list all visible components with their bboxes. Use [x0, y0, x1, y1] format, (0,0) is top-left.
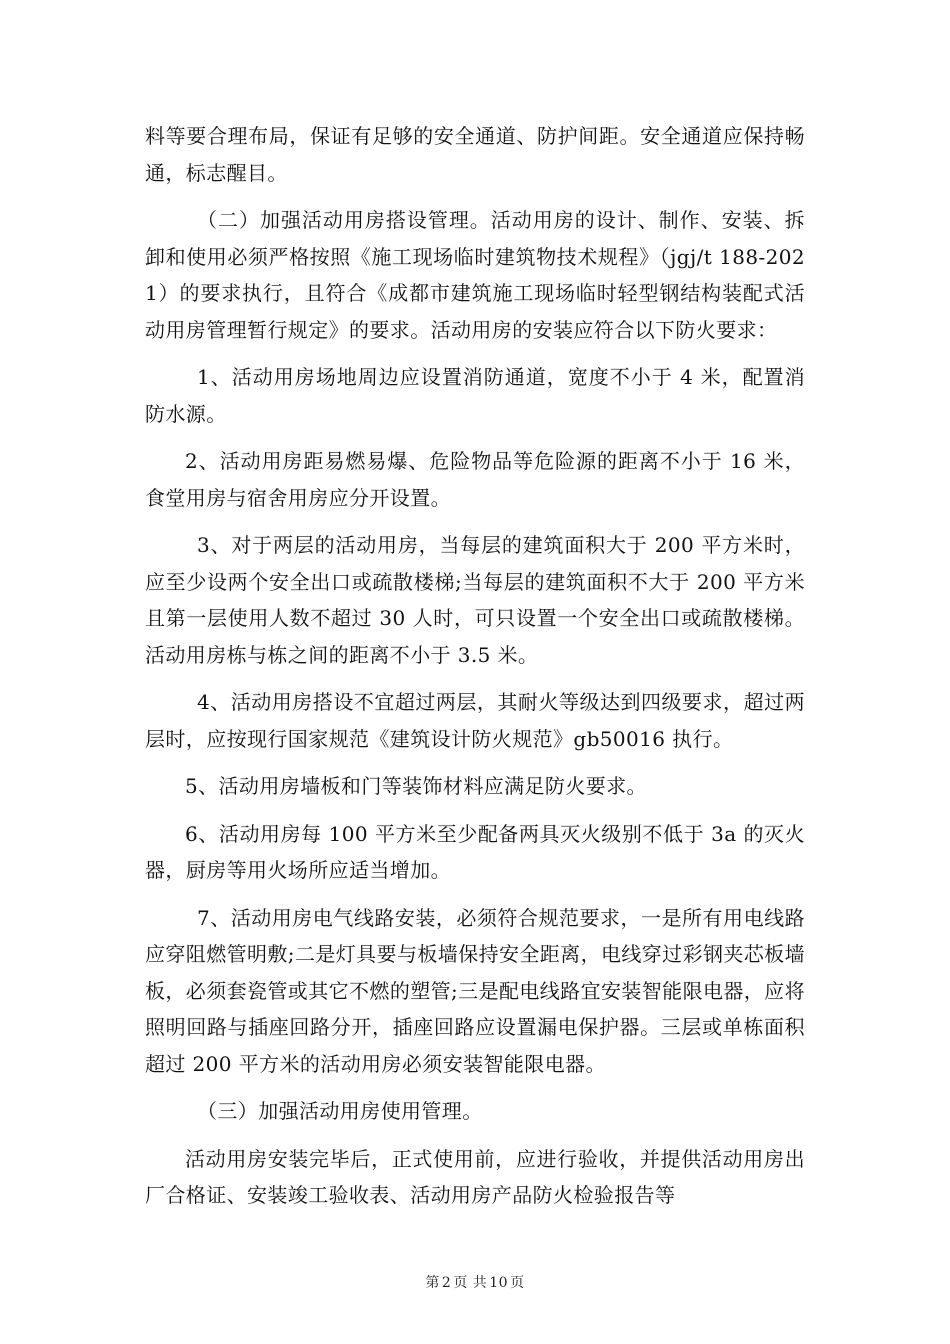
- paragraph-section-3: （三）加强活动用房使用管理。: [197, 1099, 483, 1123]
- body-text: [145, 118, 805, 1214]
- footer-middle: 页 共: [453, 1275, 488, 1291]
- paragraph-item-2: 2、活动用房距易燃易爆、危险物品等危险源的距离不小于 16 米，食堂用房与宿舍用房应分开设置。: [145, 449, 805, 510]
- paragraph-item-5: 5、活动用房墙板和门等装饰材料应满足防火要求。: [185, 774, 647, 798]
- footer-current-page: 2: [441, 1275, 452, 1291]
- footer-total-pages: 10: [489, 1275, 509, 1291]
- paragraph-item-6: 6、活动用房每 100 平方米至少配备两具灭火级别不低于 3a 的灭火器，厨房等用火场所应适当增加。: [145, 821, 805, 882]
- paragraph-item-4: 4、活动用房搭设不宜超过两层，其耐火等级达到四级要求，超过两层时，应按现行国家规范《建筑设计防火规范》gb50016 执行。: [145, 690, 805, 751]
- paragraph-item-1: 1、活动用房场地周边应设置消防通道，宽度不小于 4 米，配置消防水源。: [145, 365, 805, 426]
- paragraph-section-2: （二）加强活动用房搭设管理。活动用房的设计、制作、安装、拆卸和使用必须严格按照《施工现场临时建筑物技术规程》（jgj/t 188-2021）的要求执行，且符合《成都市建筑施工现场临时轻型钢结构装配式活动用房管理暂行规定》的要求。活动用房的安装应符合以下防火要求：: [145, 208, 805, 342]
- paragraph-item-3: 3、对于两层的活动用房，当每层的建筑面积大于 200 平方米时，应至少设两个安全出口或疏散楼梯;当每层的建筑面积不大于 200 平方米且第一层使用人数不超过 30 人时，可只设置一个安全出口或疏散楼梯。活动用房栋与栋之间的距离不小于 3.5 米。: [145, 533, 805, 667]
- paragraph-item-7: 7、活动用房电气线路安装，必须符合规范要求，一是所有用电线路应穿阻燃管明敷;二是灯具要与板墙保持安全距离，电线穿过彩钢夹芯板墙板，必须套瓷管或其它不燃的塑管;三是配电线路宜安装智能限电器，应将照明回路与插座回路分开，插座回路应设置漏电保护器。三层或单栋面积超过 200 平方米的活动用房必须安装智能限电器。: [145, 905, 805, 1076]
- page-footer: [0, 1272, 950, 1292]
- paragraph-acceptance: 活动用房安装完毕后，正式使用前，应进行验收，并提供活动用房出厂合格证、安装竣工验收表、活动用房产品防火检验报告等: [145, 1146, 805, 1207]
- footer-prefix: 第: [425, 1275, 440, 1291]
- paragraph-continued: 料等要合理布局，保证有足够的安全通道、防护间距。安全通道应保持畅通，标志醒目。: [145, 124, 805, 185]
- footer-suffix: 页: [510, 1275, 525, 1291]
